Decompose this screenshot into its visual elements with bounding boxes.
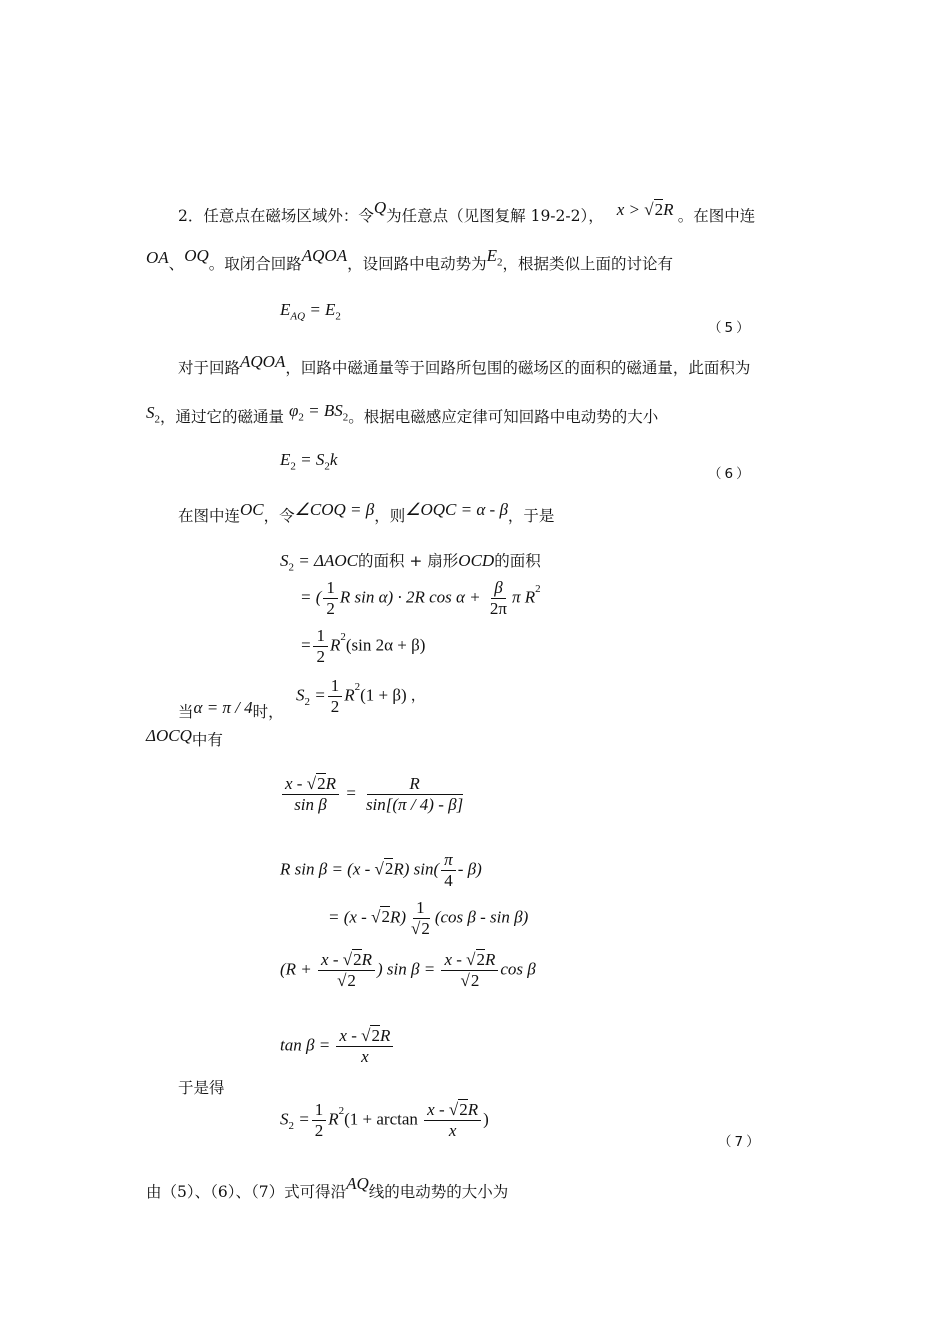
para-5-text-1: 在图中连	[178, 507, 241, 525]
para-2-text-1: 。取闭合回路	[208, 255, 302, 273]
s2-line-2: = ( $\frac{1}{2}$ R sin α) · 2R cos α + $\frac{\beta}{2\pi}$ π $R^2$	[300, 578, 541, 618]
para-2-text-2: ，设回路中电动势为	[347, 255, 487, 273]
para-6-text-2: 时，	[252, 703, 284, 721]
para-6	[178, 700, 284, 722]
para-6-text-1: 当	[178, 703, 194, 721]
flux-formula: $\varphi_2 = BS_2$	[288, 401, 349, 424]
equation-6: $E_2 = S_2k$	[280, 450, 338, 473]
para-5	[178, 500, 555, 526]
equation-number-6: （6）	[708, 466, 753, 482]
para-5-text-4: ，于是	[507, 507, 555, 525]
alpha-condition: α = π / 4	[193, 698, 253, 717]
para-4	[146, 401, 659, 429]
para-3-text-2: ，回路中磁通量等于回路所包围的磁场区的面积的磁通量，此面积为	[285, 359, 751, 377]
sin-equation-2: = (x - √2R) $\frac{1}{√2}$ (cos β - sin β)	[328, 898, 529, 938]
para-9-text-1: 由（5）、（6）、（7）式可得沿	[146, 1183, 347, 1201]
s2-line-1: $S_2 = \Delta AOC$的面积 + 扇形OCD的面积	[280, 551, 541, 574]
segment-oc: OC	[240, 500, 264, 519]
separator: 、	[168, 255, 185, 273]
segment-oq: OQ	[184, 246, 209, 265]
para-5-text-3: ，则	[374, 507, 406, 525]
para-2	[146, 246, 674, 276]
sqrt-sign: √	[644, 200, 654, 219]
tan-equation: tan β = $\frac{x - √2R}{x}$	[280, 1026, 395, 1067]
equation-number-5: （5）	[708, 320, 753, 336]
equation-number-7: （7）	[718, 1134, 763, 1150]
equation-5: $E_{AQ} = E_2$	[280, 300, 341, 323]
para-1	[178, 198, 756, 226]
sin-equation-1: R sin β = (x - √2R) sin( $\frac{\pi}{4}$ - β)	[280, 850, 482, 890]
sqrt-radicand: 2	[654, 200, 664, 219]
para-2-text-3: ，根据类似上面的讨论有	[502, 255, 674, 273]
loop-aqoa: AQOA	[301, 246, 348, 265]
area-s2: $S_2$	[146, 403, 160, 426]
s2-special-case: $S_2$ = $\frac{1}{2}$ $R^2(1 + \beta)$ ，	[296, 676, 426, 716]
para-1-tail: 。在图中连	[677, 207, 756, 225]
para-7	[146, 728, 223, 750]
para-4-text-1: ，通过它的磁通量	[160, 408, 285, 426]
s2-line-3: = $\frac{1}{2}$ $R^2(\sin$ 2α + β)	[300, 626, 426, 666]
equation-7: $S_2$ = $\frac{1}{2}$ $R^2(1 + \arctan$ $\frac{x - √2R}{x}$ )	[280, 1100, 489, 1140]
para-8	[178, 1076, 225, 1098]
emf-e2: $E_2$	[486, 246, 503, 269]
para-7-text: 中有	[191, 731, 223, 749]
para-9	[146, 1174, 509, 1202]
para-1-intro: 2．任意点在磁场区域外：令	[178, 207, 374, 225]
para-1-mid: 为任意点（见图复解 19-2-2），	[386, 207, 604, 225]
angle-coq: ∠COQ = β	[294, 500, 375, 519]
sin-equation-3: (R + $\frac{x - √2R}{√2}$ ) sin β = $\frac{x - √2R}{√2}$ cos β	[280, 950, 536, 990]
angle-oqc: ∠OQC = α - β	[405, 500, 508, 519]
segment-oa: OA	[146, 248, 169, 267]
para-3	[178, 352, 751, 378]
ratio-equation: $\frac{x - √2R}{\text{sin β}}$ = $\frac{R}{\sin[(\pi / 4) - \beta]}$	[280, 774, 468, 815]
condition-formula	[617, 200, 678, 219]
para-5-text-2: ，令	[263, 507, 295, 525]
para-3-text-1: 对于回路	[178, 359, 241, 377]
para-4-text-2: 。根据电磁感应定律可知回路中电动势的大小	[348, 408, 659, 426]
para-8-text: 于是得	[178, 1079, 225, 1097]
point-q: Q	[373, 198, 387, 217]
segment-aq: AQ	[346, 1174, 369, 1193]
loop-aqoa-2: AQOA	[240, 352, 286, 371]
condition-lhs: x >	[616, 200, 640, 219]
triangle-ocq: ΔOCQ	[146, 726, 192, 745]
para-9-text-2: 线的电动势的大小为	[368, 1183, 509, 1201]
condition-rhs: R	[663, 200, 674, 219]
